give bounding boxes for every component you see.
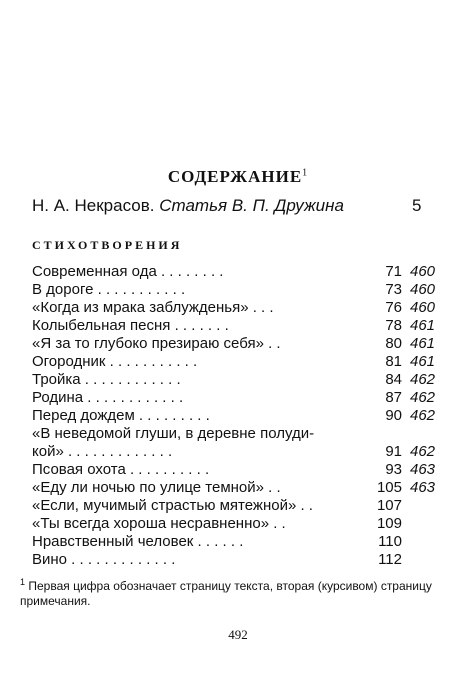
page-title (0, 167, 476, 187)
toc-page: 93 (385, 461, 402, 478)
toc-row (32, 533, 452, 551)
toc-page: 80 (385, 335, 402, 352)
toc-note-page: 461 (410, 335, 436, 352)
toc-page: 112 (378, 551, 402, 568)
toc-note-page: 462 (410, 371, 436, 388)
toc-note-page: 460 (410, 299, 436, 316)
footnote-text: Первая цифра обозначает страницу текста, вторая (курсивом) страницу примечания. (20, 579, 432, 608)
toc-title: В дороге . . . . . . . . . . . (32, 281, 186, 298)
toc-page: 84 (385, 371, 402, 388)
toc-row (32, 263, 452, 281)
toc-row (32, 461, 452, 479)
toc-row (32, 497, 452, 515)
section-heading: СТИХОТВОРЕНИЯ (32, 238, 183, 252)
toc-title: «В неведомой глуши, в деревне полуди- (32, 425, 315, 442)
toc-row (32, 479, 452, 497)
toc-note-page: 461 (410, 317, 436, 334)
toc-title: Нравственный человек . . . . . . (32, 533, 244, 550)
toc-note-page: 460 (410, 281, 436, 298)
toc-note-page: 463 (410, 479, 436, 496)
toc-row (32, 389, 452, 407)
toc-row (32, 371, 452, 389)
intro-page: 5 (412, 196, 422, 215)
toc-note-page: 460 (410, 263, 436, 280)
toc-title: Псовая охота . . . . . . . . . . (32, 461, 210, 478)
intro-article: Статья В. П. Дружина (159, 196, 344, 215)
toc-title: Перед дождем . . . . . . . . . (32, 407, 210, 424)
toc-title: «Когда из мрака заблужденья» . . . (32, 299, 274, 316)
toc-title: «Если, мучимый страстью мятежной» . . (32, 497, 313, 514)
page-number: 492 (228, 627, 248, 642)
toc-row (32, 425, 452, 443)
title-text: СОДЕРЖАНИЕ (167, 167, 303, 186)
toc-page: 87 (385, 389, 402, 406)
toc-page: 76 (385, 299, 402, 316)
toc-row (32, 407, 452, 425)
toc-row (32, 515, 452, 533)
intro-entry (32, 196, 442, 216)
toc-list (32, 263, 452, 569)
toc-title: Колыбельная песня . . . . . . . (32, 317, 229, 334)
toc-title: кой» . . . . . . . . . . . . . (32, 443, 173, 460)
toc-page: 71 (385, 263, 402, 280)
toc-page: 81 (385, 353, 402, 370)
title-footnote-mark: 1 (302, 167, 309, 179)
toc-page: 78 (385, 317, 402, 334)
toc-page: 73 (385, 281, 402, 298)
toc-note-page: 461 (410, 353, 436, 370)
toc-row (32, 317, 452, 335)
toc-row (32, 443, 452, 461)
footnote (20, 575, 450, 609)
toc-page: 91 (385, 443, 402, 460)
toc-note-page: 462 (410, 407, 436, 424)
toc-title: «Я за то глубоко презираю себя» . . (32, 335, 281, 352)
intro-author: Н. А. Некрасов. (32, 196, 155, 215)
toc-row (32, 281, 452, 299)
footnote-mark: 1 (20, 577, 26, 587)
toc-title: «Еду ли ночью по улице темной» . . (32, 479, 281, 496)
toc-title: Огородник . . . . . . . . . . . (32, 353, 198, 370)
toc-note-page: 462 (410, 443, 436, 460)
toc-note-page: 462 (410, 389, 436, 406)
toc-page: 90 (385, 407, 402, 424)
toc-title: Современная ода . . . . . . . . (32, 263, 224, 280)
toc-title: Тройка . . . . . . . . . . . . (32, 371, 181, 388)
toc-title: «Ты всегда хороша несравненно» . . (32, 515, 286, 532)
toc-row (32, 353, 452, 371)
toc-page: 105 (376, 479, 402, 496)
toc-row (32, 299, 452, 317)
toc-title: Родина . . . . . . . . . . . . (32, 389, 184, 406)
toc-row (32, 551, 452, 569)
toc-page: 109 (376, 515, 402, 532)
toc-note-page: 463 (410, 461, 436, 478)
toc-page: 110 (378, 533, 402, 550)
toc-page: 107 (376, 497, 402, 514)
toc-row (32, 335, 452, 353)
toc-title: Вино . . . . . . . . . . . . . (32, 551, 176, 568)
